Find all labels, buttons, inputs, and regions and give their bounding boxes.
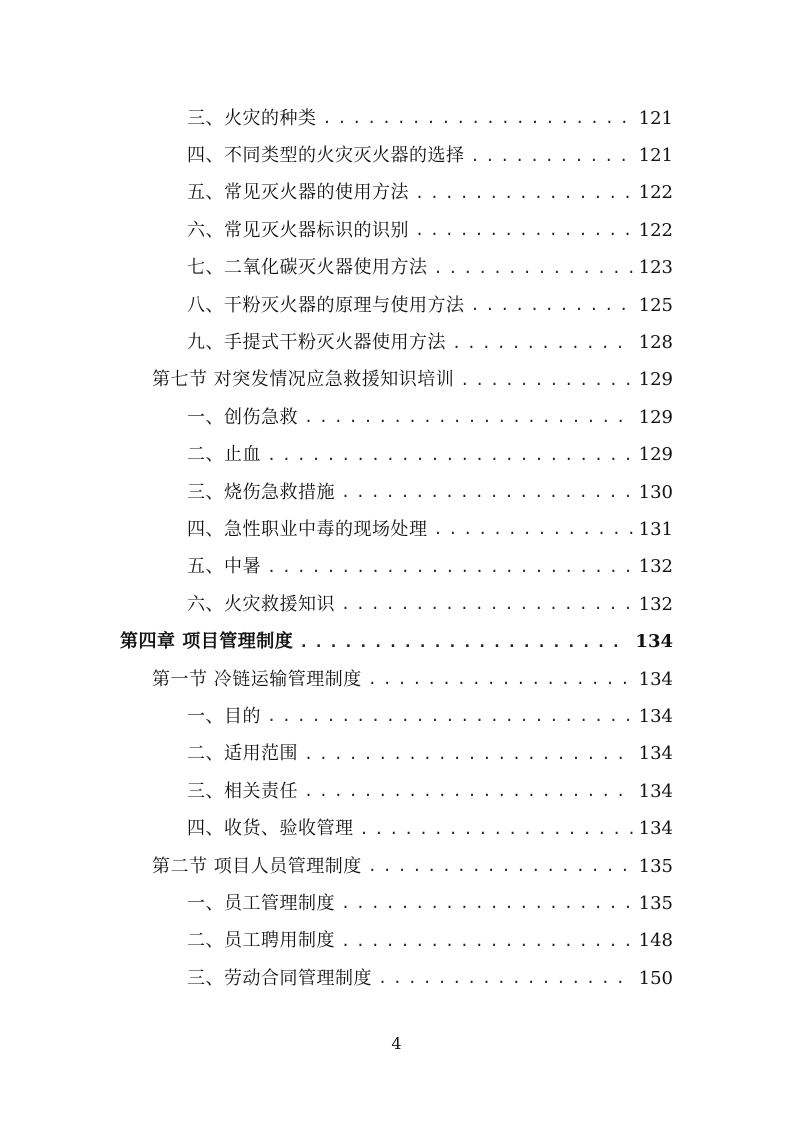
toc-subsection-entry[interactable]: [0, 549, 793, 586]
toc-dot-leader: [378, 971, 633, 986]
toc-entry-title: 三、烧伤急救措施: [187, 481, 335, 503]
toc-entry-page-number: 132: [638, 593, 673, 615]
toc-entry-title: 四、急性职业中毒的现场处理: [187, 518, 428, 540]
toc-dot-leader: [304, 410, 633, 425]
toc-subsection-entry[interactable]: [0, 698, 793, 735]
toc-entry-page-number: 134: [638, 780, 673, 802]
toc-subsection-entry[interactable]: [0, 586, 793, 623]
toc-dot-leader: [341, 597, 633, 612]
toc-subsection-entry[interactable]: [0, 250, 793, 287]
toc-section-entry[interactable]: [0, 661, 793, 698]
toc-entry-title: 九、手提式干粉灭火器使用方法: [187, 332, 446, 354]
toc-subsection-entry[interactable]: [0, 923, 793, 960]
toc-entry-page-number: 132: [638, 556, 673, 578]
toc-entry-page-number: 129: [638, 406, 673, 428]
toc-dot-leader: [304, 747, 633, 762]
toc-entry-page-number: 123: [638, 257, 673, 279]
toc-dot-leader: [471, 149, 633, 164]
toc-entry-title: 八、干粉灭火器的原理与使用方法: [187, 294, 465, 316]
toc-subsection-entry[interactable]: [0, 137, 793, 174]
toc-entry-page-number: 150: [638, 967, 673, 989]
toc-entry-title: 三、劳动合同管理制度: [187, 967, 372, 989]
toc-entry-title: 七、二氧化碳灭火器使用方法: [187, 257, 428, 279]
toc-dot-leader: [267, 560, 633, 575]
toc-entry-title: 三、火灾的种类: [187, 107, 317, 129]
toc-entry-page-number: 122: [638, 182, 673, 204]
toc-chapter-entry[interactable]: [0, 623, 793, 660]
toc-dot-leader: [415, 223, 633, 238]
toc-entry-page-number: 129: [638, 369, 673, 391]
toc-entry-title: 一、创伤急救: [187, 406, 298, 428]
toc-entry-page-number: 122: [638, 219, 673, 241]
toc-dot-leader: [368, 672, 633, 687]
toc-subsection-entry[interactable]: [0, 100, 793, 137]
toc-entry-title: 一、目的: [187, 705, 261, 727]
toc-subsection-entry[interactable]: [0, 175, 793, 212]
toc-dot-leader: [267, 709, 633, 724]
toc-dot-leader: [323, 111, 633, 126]
toc-subsection-entry[interactable]: [0, 212, 793, 249]
toc-entry-title: 一、员工管理制度: [187, 892, 335, 914]
toc-entry-title: 六、常见灭火器标识的识别: [187, 219, 409, 241]
toc-entry-page-number: 125: [638, 294, 673, 316]
toc-section-entry[interactable]: [0, 848, 793, 885]
toc-dot-leader: [341, 485, 633, 500]
toc-entry-page-number: 134: [638, 668, 673, 690]
toc-entry-page-number: 129: [638, 444, 673, 466]
toc-entry-title: 第七节 对突发情况应急救援知识培训: [152, 369, 455, 391]
toc-entry-title: 五、常见灭火器的使用方法: [187, 182, 409, 204]
toc-subsection-entry[interactable]: [0, 773, 793, 810]
toc-subsection-entry[interactable]: [0, 736, 793, 773]
toc-subsection-entry[interactable]: [0, 960, 793, 997]
toc-entry-title: 第一节 冷链运输管理制度: [152, 668, 362, 690]
toc-entry-title: 二、员工聘用制度: [187, 930, 335, 952]
toc-entry-page-number: 134: [638, 705, 673, 727]
toc-dot-leader: [341, 934, 633, 949]
toc-entry-title: 二、适用范围: [187, 743, 298, 765]
toc-dot-leader: [452, 336, 633, 351]
toc-subsection-entry[interactable]: [0, 437, 793, 474]
page-number: 4: [391, 1034, 402, 1053]
toc-dot-leader: [341, 896, 633, 911]
toc-entry-title: 四、收货、验收管理: [187, 818, 354, 840]
toc-entry-page-number: 135: [638, 892, 673, 914]
toc-entry-page-number: 130: [638, 481, 673, 503]
toc-subsection-entry[interactable]: [0, 810, 793, 847]
toc-entry-page-number: 131: [638, 518, 673, 540]
toc-entry-page-number: 135: [638, 855, 673, 877]
toc-subsection-entry[interactable]: [0, 885, 793, 922]
toc-entry-title: 四、不同类型的火灾灭火器的选择: [187, 145, 465, 167]
toc-dot-leader: [360, 822, 633, 837]
toc-entry-page-number: 128: [638, 332, 673, 354]
toc-dot-leader: [415, 186, 633, 201]
toc-entry-title: 三、相关责任: [187, 780, 298, 802]
toc-section-entry[interactable]: [0, 362, 793, 399]
toc-dot-leader: [460, 373, 632, 388]
toc-subsection-entry[interactable]: [0, 511, 793, 548]
table-of-contents: [0, 100, 793, 997]
toc-entry-page-number: 134: [635, 631, 673, 653]
toc-entry-page-number: 148: [638, 930, 673, 952]
toc-subsection-entry[interactable]: [0, 287, 793, 324]
toc-subsection-entry[interactable]: [0, 474, 793, 511]
toc-entry-title: 六、火灾救援知识: [187, 593, 335, 615]
toc-entry-page-number: 134: [638, 818, 673, 840]
toc-entry-title: 二、止血: [187, 444, 261, 466]
toc-entry-page-number: 121: [638, 107, 673, 129]
toc-entry-page-number: 121: [638, 145, 673, 167]
toc-dot-leader: [267, 448, 633, 463]
toc-dot-leader: [368, 859, 633, 874]
toc-entry-page-number: 134: [638, 743, 673, 765]
toc-entry-title: 第二节 项目人员管理制度: [152, 855, 362, 877]
toc-entry-title: 第四章 项目管理制度: [120, 631, 294, 653]
toc-dot-leader: [299, 635, 629, 650]
toc-dot-leader: [434, 261, 633, 276]
toc-dot-leader: [434, 522, 633, 537]
toc-dot-leader: [304, 784, 633, 799]
toc-entry-title: 五、中暑: [187, 556, 261, 578]
toc-subsection-entry[interactable]: [0, 324, 793, 361]
toc-dot-leader: [471, 298, 633, 313]
toc-subsection-entry[interactable]: [0, 399, 793, 436]
